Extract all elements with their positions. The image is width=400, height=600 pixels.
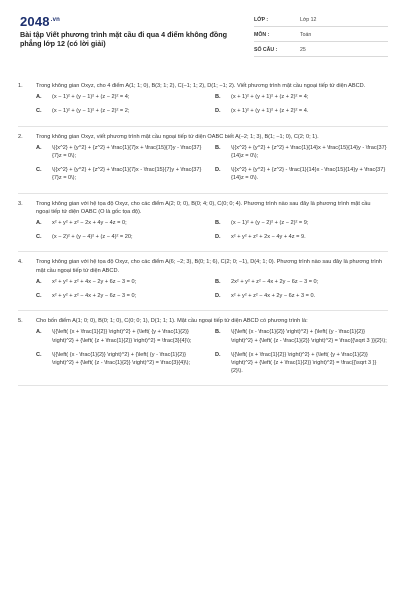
option-letter: A. xyxy=(36,220,42,227)
option-letter: A. xyxy=(36,144,42,151)
question-item xyxy=(18,311,388,386)
option-text: x² + y² + z² − 2x + 4y − 4z = 0; xyxy=(52,220,127,227)
answer-option-a[interactable] xyxy=(36,90,209,104)
worksheet-title: Bài tập Viết phương trình mặt cầu đi qua 4 điểm không đồng phẳng lớp 12 (có lời giải) xyxy=(20,30,228,48)
option-text: \({x^2} + {y^2} + {z^2} + \frac{1}{14}x + \frac{15}{14}y - \frac{37}{14}z = 0\); xyxy=(231,144,387,160)
question-item xyxy=(18,194,388,253)
option-text: (x − 2)² + (y − 4)² + (z − 4)² = 20; xyxy=(52,234,133,241)
option-letter: B. xyxy=(215,329,221,336)
option-text: \({x^2} + {y^2} + {z^2} + \frac{1}{7}x + \frac{15}{7}y - \frac{37}{7}z = 0\); xyxy=(52,144,202,160)
option-text: \({x^2} + {y^2} + {z^2} + \frac{1}{7}x - \frac{15}{7}y + \frac{37}{7}z = 0\); xyxy=(52,167,202,182)
option-text: x² + y² + z² + 2x − 4y + 4z = 9. xyxy=(231,234,306,241)
option-text: (x − 1)² + (y − 1)² + (z − 2)² = 4; xyxy=(52,94,130,101)
option-text: (x + 1)² + (y + 1)² + (z + 2)² = 4. xyxy=(231,108,309,115)
option-text: (x − 1)² + (y − 1)² + (z − 2)² = 2; xyxy=(52,108,130,115)
option-text: x² + y² + z² − 4x + 2y − 6z + 3 = 0. xyxy=(231,293,316,300)
subject-value: Toán xyxy=(300,32,312,38)
answer-option-a[interactable] xyxy=(36,275,209,289)
option-letter: C. xyxy=(36,293,42,300)
worksheet-meta xyxy=(254,12,388,57)
answer-options xyxy=(36,141,388,186)
option-text: \({\left( {x + \frac{1}{2}} \right)^2} + {\left( {y + \frac{1}{2}} \right)^2} + {\left( {z + \frac{1}{2}} \right)^2} = \frac{{\sqrt 3 }}{2}\). xyxy=(231,351,377,375)
site-logo[interactable] xyxy=(20,14,60,29)
question-number: 4. xyxy=(18,259,23,266)
answer-option-b[interactable] xyxy=(215,90,388,104)
subject-label: MÔN : xyxy=(254,32,270,38)
option-text: x² + y² + z² − 4x + 2y − 6z − 3 = 0; xyxy=(52,293,137,300)
answer-options xyxy=(36,275,388,303)
option-letter: C. xyxy=(36,167,42,174)
answer-option-d[interactable] xyxy=(215,230,388,244)
question-text: Trong không gian Oxyz, cho 4 điểm A(1; 1; 0), B(3; 1; 2), C(−1; 1; 2), D(1; −1; 2). Viết phương trình mặt cầu ngoại tiếp tứ diện ABCD. xyxy=(36,83,366,89)
option-letter: D. xyxy=(215,108,221,115)
meta-row-class xyxy=(254,12,388,27)
answer-option-d[interactable] xyxy=(215,348,388,379)
option-letter: A. xyxy=(36,94,42,101)
question-list xyxy=(18,76,388,386)
question-item xyxy=(18,127,388,194)
option-letter: B. xyxy=(215,144,221,151)
answer-option-a[interactable] xyxy=(36,216,209,230)
logo-sub: .vn xyxy=(50,16,61,23)
answer-option-c[interactable] xyxy=(36,348,209,379)
count-value: 25 xyxy=(300,47,306,53)
question-text: Trong không gian Oxyz, viết phương trình mặt cầu ngoại tiếp tứ diện OABC biết A(−2; 1; 3), B(1; −1; 0), C(2; 0; 1). xyxy=(36,133,319,140)
option-letter: B. xyxy=(215,278,221,285)
option-letter: A. xyxy=(36,329,42,336)
answer-option-d[interactable] xyxy=(215,289,388,303)
option-letter: C. xyxy=(36,234,42,241)
option-text: \({\left( {x - \frac{1}{2}} \right)^2} + {\left( {y - \frac{1}{2}} \right)^2} + {\left( {z - \frac{1}{2}} \right)^2} = \frac{{\sqrt 3 }}{2}\); xyxy=(231,329,387,344)
count-label: SỐ CÂU : xyxy=(254,47,278,53)
option-letter: C. xyxy=(36,108,42,115)
answer-options xyxy=(36,325,388,378)
option-text: (x − 1)² + (y − 2)² + (z − 2)² = 9; xyxy=(231,220,309,227)
logo-main: 2048 xyxy=(20,14,50,29)
question-number: 3. xyxy=(18,200,23,207)
option-text: x² + y² + z² + 4x − 2y + 6z − 3 = 0; xyxy=(52,278,137,285)
class-value: Lớp 12 xyxy=(300,17,317,23)
question-text: Cho bốn điểm A(1; 0; 0), B(0; 1; 0), C(0; 0; 1), D(1; 1; 1). Mặt cầu ngoại tiếp tứ diện ABCD có phương trình là: xyxy=(36,318,308,325)
worksheet-header xyxy=(18,12,388,60)
answer-option-b[interactable] xyxy=(215,141,388,163)
option-letter: D. xyxy=(215,351,221,358)
option-letter: A. xyxy=(36,278,42,285)
question-item xyxy=(18,252,388,311)
option-letter: D. xyxy=(215,234,221,241)
answer-option-a[interactable] xyxy=(36,325,209,347)
question-number: 2. xyxy=(18,133,23,140)
option-text: \({x^2} + {y^2} + {z^2} - \frac{1}{14}x - \frac{15}{14}y + \frac{37}{14}z = 0\). xyxy=(231,167,386,182)
meta-row-subject xyxy=(254,27,388,42)
question-number: 5. xyxy=(18,318,23,325)
answer-option-d[interactable] xyxy=(215,163,388,185)
answer-options xyxy=(36,216,388,244)
answer-option-b[interactable] xyxy=(215,216,388,230)
option-text: \({\left( {x + \frac{1}{2}} \right)^2} + {\left( {y + \frac{1}{2}} \right)^2} + {\left( {z + \frac{1}{2}} \right)^2} = \frac{3}{4}\); xyxy=(52,329,192,344)
answer-option-c[interactable] xyxy=(36,230,209,244)
answer-option-b[interactable] xyxy=(215,275,388,289)
answer-option-c[interactable] xyxy=(36,104,209,118)
answer-option-b[interactable] xyxy=(215,325,388,347)
question-item xyxy=(18,76,388,127)
option-letter: C. xyxy=(36,351,42,358)
question-number: 1. xyxy=(18,83,23,89)
meta-row-count xyxy=(254,42,388,57)
question-text: Trong không gian với hệ tọa độ Oxyz, cho các điểm A(2; 0; 0), B(0; 4; 0), C(0; 0; 4). Phương trình nào sau đây là phương trình mặt cầu ngoại tiếp tứ diện OABC (O là gốc tọa độ). xyxy=(36,200,371,215)
answer-option-d[interactable] xyxy=(215,104,388,118)
answer-option-c[interactable] xyxy=(36,163,209,185)
option-text: 2x² + y² + z² − 4x + 2y − 6z − 3 = 0; xyxy=(231,278,319,285)
option-letter: B. xyxy=(215,220,221,227)
option-text: (x + 1)² + (y + 1)² + (z + 2)² = 4; xyxy=(231,94,309,101)
option-letter: D. xyxy=(215,167,221,174)
answer-option-a[interactable] xyxy=(36,141,209,163)
class-label: LỚP : xyxy=(254,17,269,23)
question-text: Trong không gian với hệ tọa độ Oxyz, cho các điểm A(6; −2; 3), B(0; 1; 6), C(2; 0; −1), D(4; 1; 0). Phương trình nào sau đây là phương trình mặt cầu ngoại tiếp tứ diện ABCD. xyxy=(36,259,383,274)
option-letter: B. xyxy=(215,94,221,101)
answer-option-c[interactable] xyxy=(36,289,209,303)
option-letter: D. xyxy=(215,293,221,300)
answer-options xyxy=(36,90,388,118)
option-text: \({\left( {x - \frac{1}{2}} \right)^2} + {\left( {y - \frac{1}{2}} \right)^2} + {\left( {z - \frac{1}{2}} \right)^2} = \frac{3}{4}\); xyxy=(52,351,191,367)
